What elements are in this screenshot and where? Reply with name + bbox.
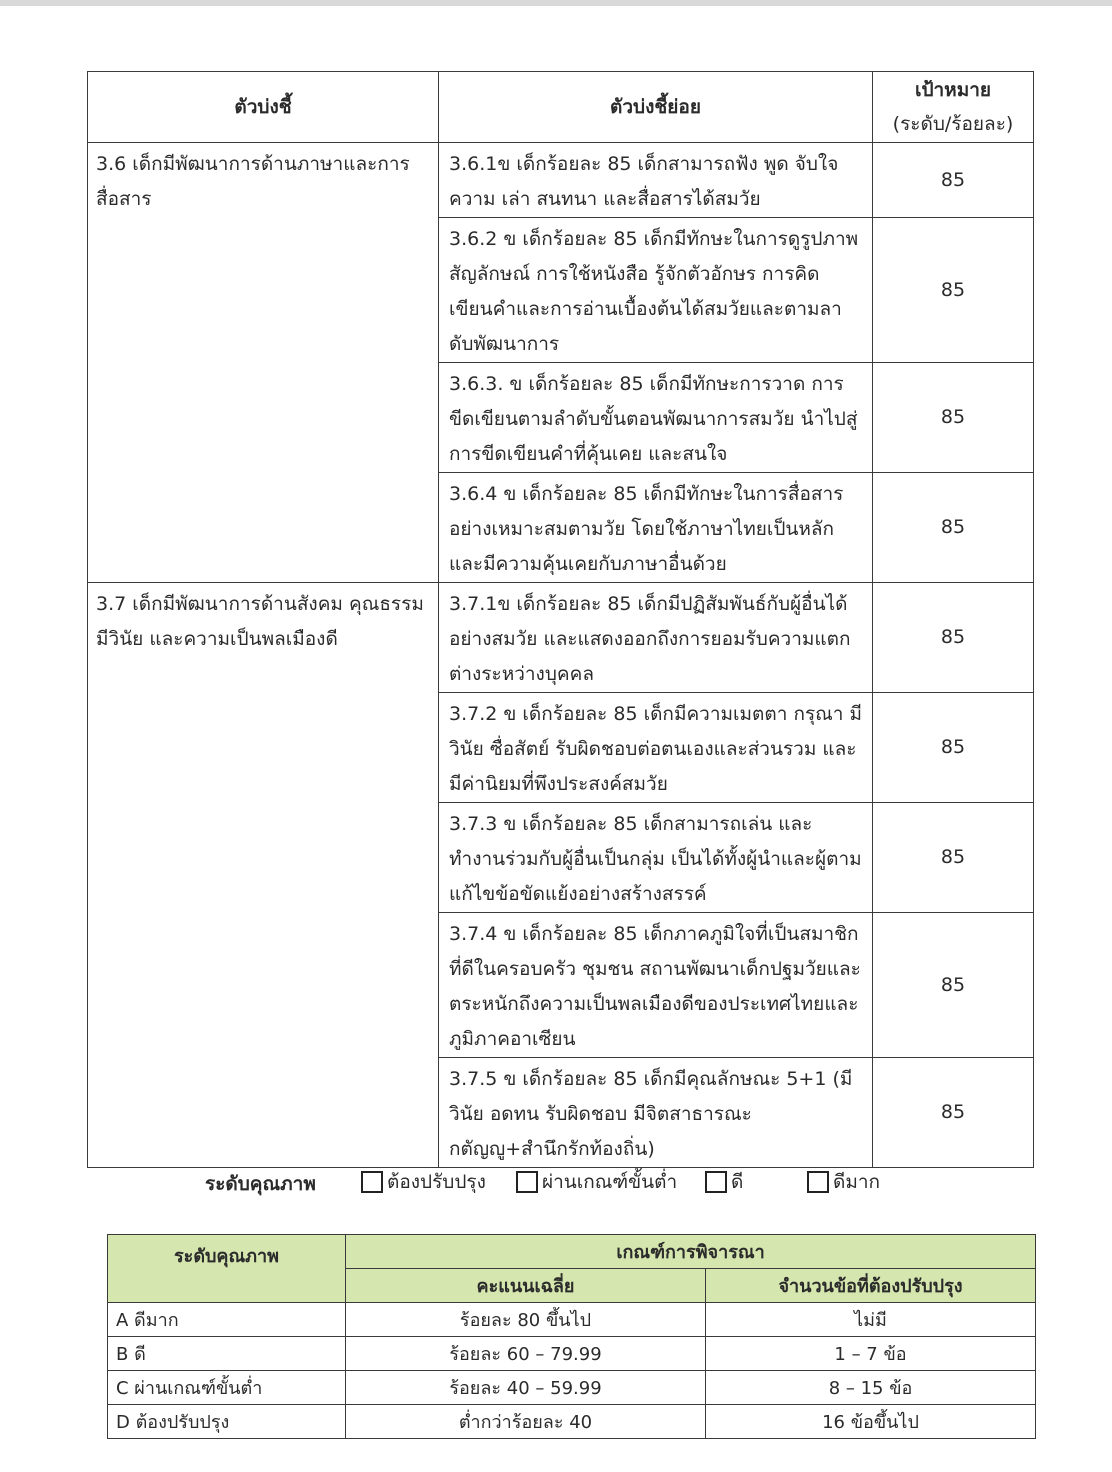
quality-option-label: ผ่านเกณฑ์ขั้นต่ำ [542, 1171, 678, 1193]
sub-indicator-3-6-3: 3.6.3. ข เด็กร้อยละ 85 เด็กมีทักษะการวาด การขีดเขียนตามลำดับขั้นตอนพัฒนาการสมวัย นำไปสู่การขีดเขียนคำที่คุ้นเคย และสนใจ [439, 363, 873, 473]
quality-option-needs-improvement[interactable] [361, 1167, 486, 1197]
checkbox-icon[interactable] [705, 1171, 727, 1193]
quality-option-good[interactable] [705, 1167, 743, 1197]
criteria-header-criteria: เกณฑ์การพิจารณา [346, 1235, 1036, 1269]
sub-indicator-3-7-3: 3.7.3 ข เด็กร้อยละ 85 เด็กสามารถเล่น และทำงานร่วมกับผู้อื่นเป็นกลุ่ม เป็นได้ทั้งผู้นำและผู้ตาม แก้ไขข้อขัดแย้งอย่างสร้างสรรค์ [439, 803, 873, 913]
sub-indicator-3-6-1: 3.6.1ข เด็กร้อยละ 85 เด็กสามารถฟัง พูด จับใจความ เล่า สนทนา และสื่อสารได้สมวัย [439, 143, 873, 218]
table-row [88, 583, 1034, 693]
indicator-3-6: 3.6 เด็กมีพัฒนาการด้านภาษาและการสื่อสาร [88, 143, 439, 583]
criteria-average: ร้อยละ 80 ขึ้นไป [346, 1303, 706, 1337]
header-indicator: ตัวบ่งชี้ [88, 72, 439, 143]
quality-option-label: ดีมาก [833, 1171, 881, 1193]
sub-indicator-3-7-5: 3.7.5 ข เด็กร้อยละ 85 เด็กมีคุณลักษณะ 5+1 (มีวินัย อดทน รับผิดชอบ มีจิตสาธารณะ กตัญญู+สำนึกรักท้องถิ่น) [439, 1058, 873, 1168]
quality-level-row [0, 1165, 1112, 1201]
criteria-header-row [108, 1235, 1036, 1269]
criteria-level: D ต้องปรับปรุง [108, 1405, 346, 1439]
indicator-3-7: 3.7 เด็กมีพัฒนาการด้านสังคม คุณธรรม มีวินัย และความเป็นพลเมืองดี [88, 583, 439, 1168]
criteria-count: ไม่มี [706, 1303, 1036, 1337]
checkbox-icon[interactable] [807, 1171, 829, 1193]
criteria-header-count: จำนวนข้อที่ต้องปรับปรุง [706, 1269, 1036, 1303]
criteria-average: ร้อยละ 40 – 59.99 [346, 1371, 706, 1405]
criteria-level: B ดี [108, 1337, 346, 1371]
page-top-edge [0, 0, 1112, 6]
criteria-header-average: คะแนนเฉลี่ย [346, 1269, 706, 1303]
criteria-average: ร้อยละ 60 – 79.99 [346, 1337, 706, 1371]
criteria-level: C ผ่านเกณฑ์ขั้นต่ำ [108, 1371, 346, 1405]
sub-indicator-3-7-4: 3.7.4 ข เด็กร้อยละ 85 เด็กภาคภูมิใจที่เป็นสมาชิกที่ดีในครอบครัว ชุมชน สถานพัฒนาเด็กปฐมวัยและตระหนักถึงความเป็นพลเมืองดีของประเทศไทยและภูมิภาคอาเซียน [439, 913, 873, 1058]
table-row [108, 1303, 1036, 1337]
target-3-7-1: 85 [873, 583, 1034, 693]
quality-option-label: ต้องปรับปรุง [387, 1171, 486, 1193]
quality-level-label: ระดับคุณภาพ [205, 1173, 316, 1195]
header-target-line2: (ระดับ/ร้อยละ) [892, 113, 1014, 135]
target-3-6-4: 85 [873, 473, 1034, 583]
sub-indicator-3-6-4: 3.6.4 ข เด็กร้อยละ 85 เด็กมีทักษะในการสื่อสารอย่างเหมาะสมตามวัย โดยใช้ภาษาไทยเป็นหลักและมีความคุ้นเคยกับภาษาอื่นด้วย [439, 473, 873, 583]
sub-indicator-3-7-1: 3.7.1ข เด็กร้อยละ 85 เด็กมีปฏิสัมพันธ์กับผู้อื่นได้อย่างสมวัย และแสดงออกถึงการยอมรับความแตกต่างระหว่างบุคคล [439, 583, 873, 693]
indicator-table [87, 71, 1034, 1168]
target-3-7-4: 85 [873, 913, 1034, 1058]
header-sub-indicator: ตัวบ่งชี้ย่อย [439, 72, 873, 143]
target-3-7-5: 85 [873, 1058, 1034, 1168]
quality-option-label: ดี [731, 1171, 744, 1193]
criteria-header-level: ระดับคุณภาพ [108, 1235, 346, 1303]
sub-indicator-3-7-2: 3.7.2 ข เด็กร้อยละ 85 เด็กมีความเมตตา กรุณา มีวินัย ซื่อสัตย์ รับผิดชอบต่อตนเองและส่วนรวม และมีค่านิยมที่พึงประสงค์สมวัย [439, 693, 873, 803]
table-row [108, 1405, 1036, 1439]
header-target-line1: เป้าหมาย [914, 79, 992, 101]
target-3-6-2: 85 [873, 218, 1034, 363]
criteria-level: A ดีมาก [108, 1303, 346, 1337]
criteria-count: 8 – 15 ข้อ [706, 1371, 1036, 1405]
criteria-count: 16 ข้อขึ้นไป [706, 1405, 1036, 1439]
indicator-table-header [88, 72, 1034, 143]
checkbox-icon[interactable] [361, 1171, 383, 1193]
table-row [88, 143, 1034, 218]
quality-option-minimum[interactable] [516, 1167, 677, 1197]
criteria-average: ต่ำกว่าร้อยละ 40 [346, 1405, 706, 1439]
quality-option-very-good[interactable] [807, 1167, 880, 1197]
table-row [108, 1371, 1036, 1405]
target-3-7-2: 85 [873, 693, 1034, 803]
target-3-7-3: 85 [873, 803, 1034, 913]
criteria-count: 1 – 7 ข้อ [706, 1337, 1036, 1371]
target-3-6-3: 85 [873, 363, 1034, 473]
checkbox-icon[interactable] [516, 1171, 538, 1193]
header-target [873, 72, 1034, 143]
sub-indicator-3-6-2: 3.6.2 ข เด็กร้อยละ 85 เด็กมีทักษะในการดูรูปภาพ สัญลักษณ์ การใช้หนังสือ รู้จักตัวอักษร การคิดเขียนคำและการอ่านเบื้องต้นได้สมวัยและตามลาดับพัฒนาการ [439, 218, 873, 363]
table-row [108, 1337, 1036, 1371]
target-3-6-1: 85 [873, 143, 1034, 218]
criteria-table [107, 1234, 1036, 1439]
